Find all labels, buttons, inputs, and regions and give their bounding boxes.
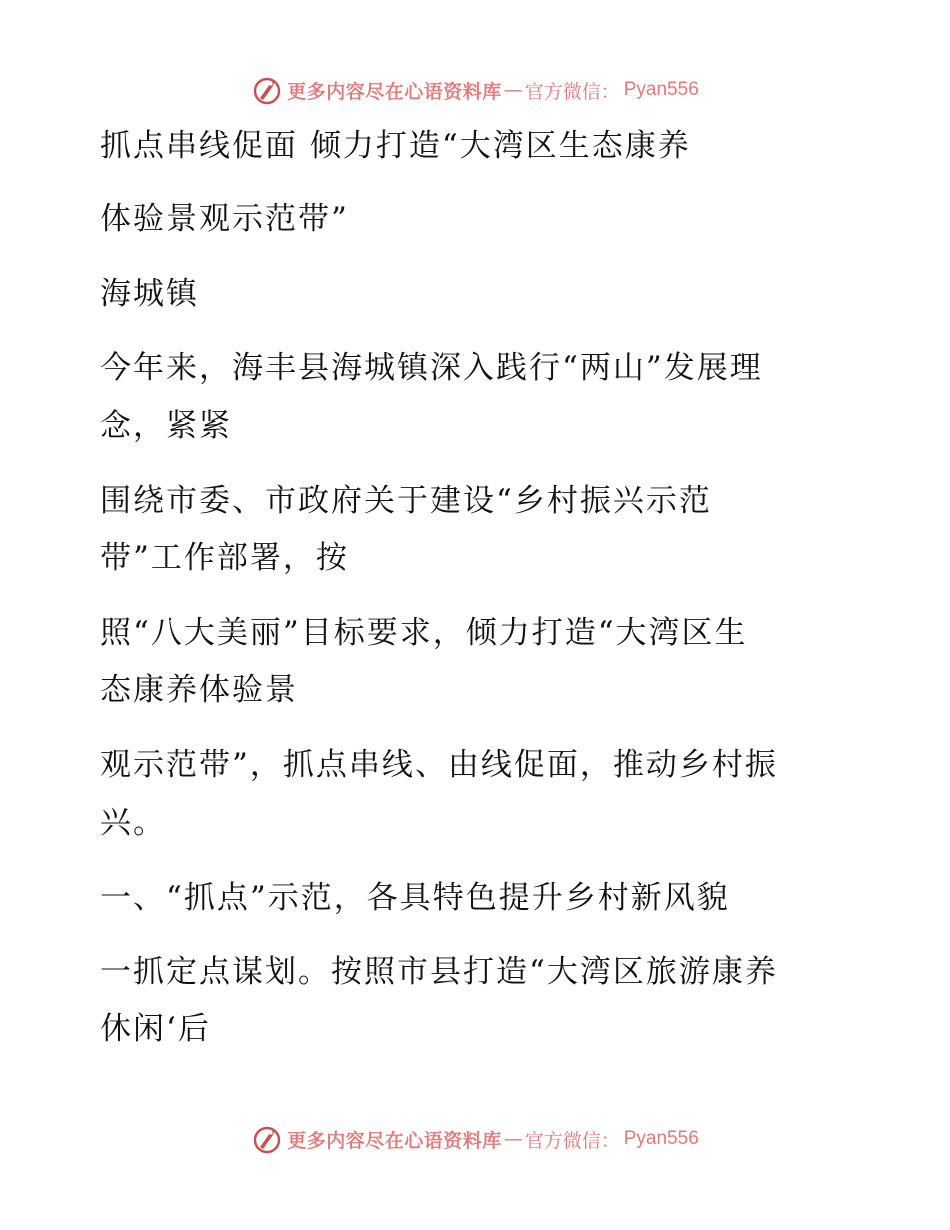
footer-watermark-banner <box>0 1119 950 1159</box>
header-wechat-id: Pyan556 <box>623 79 699 100</box>
header-watermark-banner <box>0 70 950 110</box>
paragraph-line: 念，紧紧 <box>100 408 232 444</box>
paragraph-line: 今年来，海丰县海城镇深入践行“两山”发展理 <box>100 350 763 386</box>
paragraph-line: 态康养体验景 <box>100 672 298 708</box>
paragraph-line: 观示范带”，抓点串线、由线促面，推动乡村振 <box>100 747 778 783</box>
header-separator: — <box>503 79 523 101</box>
paragraph-line: 兴。 <box>100 805 166 841</box>
paragraph-line: 带”工作部署，按 <box>100 540 349 576</box>
pen-nib-logo-icon <box>251 74 283 106</box>
paragraph-line: 一抓定点谋划。按照市县打造“大湾区旅游康养 <box>100 954 778 990</box>
footer-wechat-id: Pyan556 <box>623 1128 699 1149</box>
document-author-line: 海城镇 <box>100 276 199 312</box>
paragraph-line: 照“八大美丽”目标要求，倾力打造“大湾区生 <box>100 615 748 651</box>
document-title-line-1: 抓点串线促面 倾力打造“大湾区生态康养 <box>100 128 691 164</box>
paragraph-line: 围绕市委、市政府关于建设“乡村振兴示范 <box>100 483 712 519</box>
document-title-line-2: 体验景观示范带” <box>100 201 349 237</box>
section-heading-line: 一、“抓点”示范，各具特色提升乡村新风貌 <box>100 880 730 916</box>
pen-nib-logo-icon <box>251 1123 283 1155</box>
header-brand-text: 更多内容尽在心语资料库 <box>287 80 502 103</box>
footer-separator: — <box>503 1128 523 1150</box>
header-wechat-label: 官方微信： <box>524 80 620 103</box>
footer-brand-text: 更多内容尽在心语资料库 <box>287 1129 502 1152</box>
paragraph-line: 休闲‘后 <box>100 1011 211 1047</box>
footer-wechat-label: 官方微信： <box>524 1129 620 1152</box>
